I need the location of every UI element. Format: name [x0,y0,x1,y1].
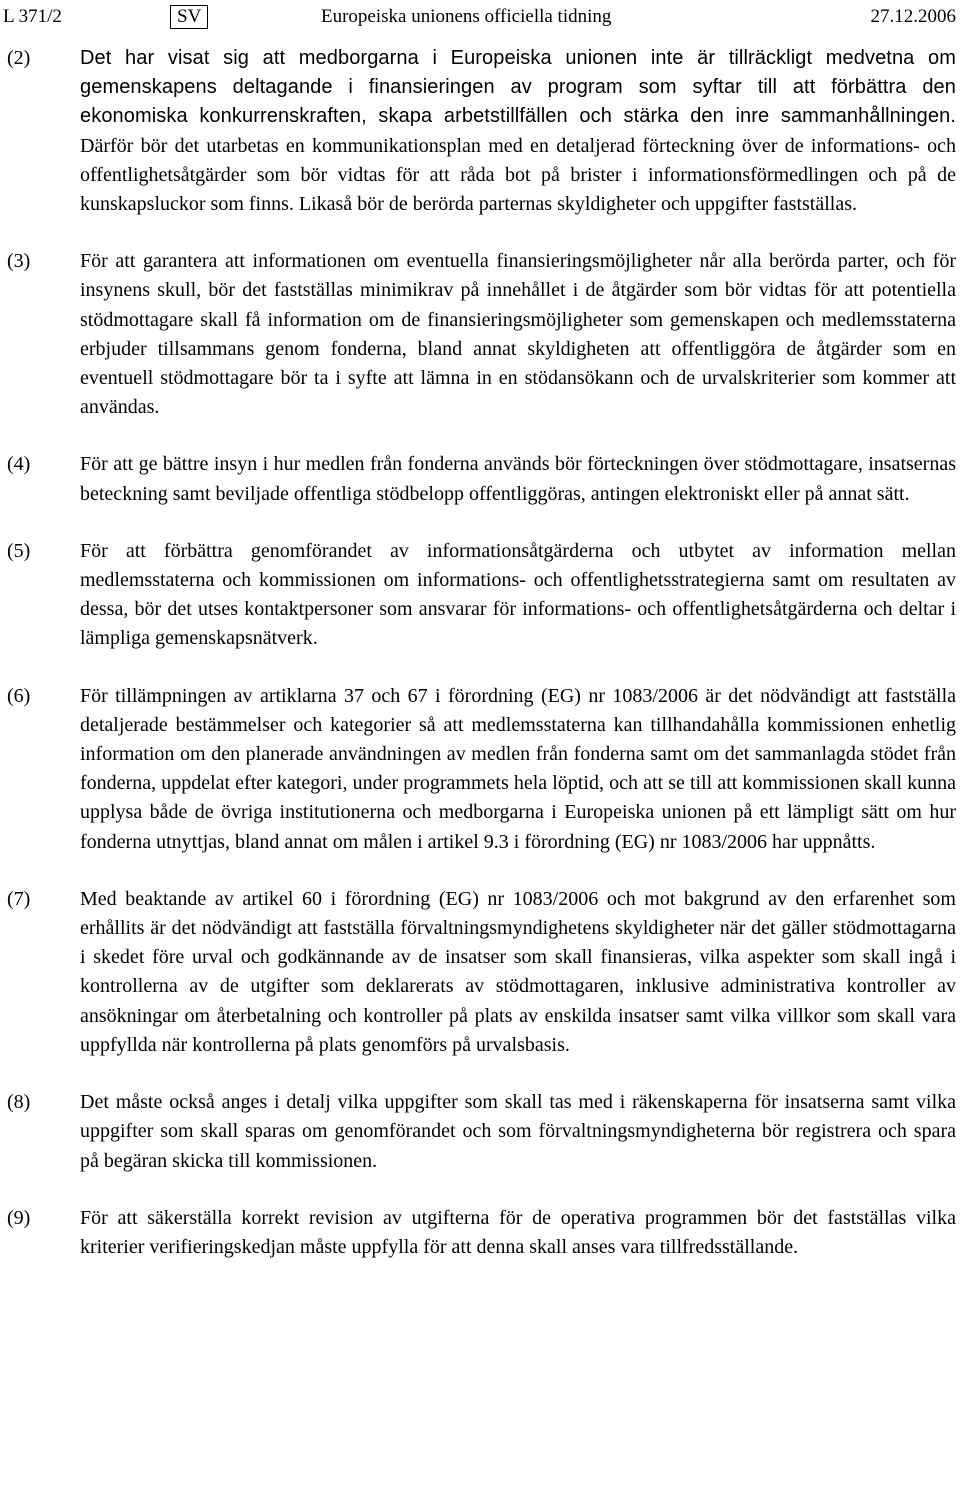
recital-number: (9) [7,1206,31,1229]
recital-text-serif-part: Därför bör det utarbetas en kommunikationsplan med en detaljerad förteckning över de informations- och offentlighetsåtgärder som bör vidtas för att råda bot på brister i informationsförmedlingen och på de kunskapsluckor som finns. Likaså bör de berörda parternas skyldigheter och uppgifter fastställas. [80,134,956,216]
recital-text-sans-part: Det har visat sig att medborgarna i Europeiska unionen inte är tillräckligt medvetna om gemenskapens deltagande i finansieringen av program som syftar till att förbättra den ekonomiska konkurrenskraften, skapa arbetstillfällen och stärka den inre sammanhållningen. [80,47,956,128]
publication-date: 27.12.2006 [870,6,956,27]
recital-text: Det måste också anges i detalj vilka uppgifter som skall tas med i räkenskaperna för insatserna samt vilka uppgifter som skall sparas om genomförandet och som förvaltningsmyndigheterna bör registrera och spara på begäran skicka till kommissionen. [80,1091,956,1172]
recital-8 [0,1088,960,1176]
recital-number: (4) [7,453,31,476]
recital-text [80,44,956,219]
recital-number: (3) [7,250,31,273]
recital-3 [0,247,960,422]
recital-2 [0,44,960,219]
recital-6 [0,682,960,857]
recital-number: (6) [7,684,31,707]
recital-text: För tillämpningen av artiklarna 37 och 67 i förordning (EG) nr 1083/2006 är det nödvändigt att fastställa detaljerade bestämmelser och kategorier så att medlemsstaterna kan tillhandahålla kommissionen enhetlig information om den planerade användningen av medlen från fonderna samt om det sammanlagda stödet från fonderna, uppdelat efter kategori, under programmets hela löptid, och att se till att kommissionen skall kunna upplysa både de övriga institutionerna och medborgarna i Europeiska unionen på ett lämpligt sätt om hur fonderna utnyttjas, bland annat om målen i artikel 9.3 i förordning (EG) nr 1083/2006 har uppnåtts. [80,684,956,853]
recital-text: Med beaktande av artikel 60 i förordning (EG) nr 1083/2006 och mot bakgrund av den erfarenhet som erhållits är det nödvändigt att fastställa förvaltningsmyndighetens skyldigheter när det gäller stödmottagarna i skedet före urval och godkännande av de insatser som skall finansieras, vilka aspekter som skall ingå i kontrollerna av de utgifter som deklarerats av stödmottagaren, inklusive administrativa kontroller av ansökningar om återbetalning och kontroller på plats av enskilda insatser samt vilka villkor som skall vara uppfyllda när kontrollerna på plats genomförs på urvalsbasis. [80,887,956,1056]
recital-4 [0,450,960,508]
page-header [3,4,956,30]
recital-number: (2) [7,47,31,69]
recital-9 [0,1204,960,1262]
language-badge: SV [170,5,208,29]
recital-number: (8) [7,1091,31,1114]
journal-title: Europeiska unionens officiella tidning [321,6,612,27]
document-body [0,44,960,1290]
recital-number: (5) [7,539,31,562]
recital-7 [0,885,960,1060]
page-reference: L 371/2 [3,6,62,27]
recital-text: För att garantera att informationen om eventuella finansieringsmöjligheter når alla berörda parter, och för insynens skull, bör det fastställas minimikrav på innehållet i de åtgärder som bör vidtas för att potentiella stödmottagare skall få information om de finansieringsmöjligheter som gemenskapen och medlemsstaterna erbjuder tillsammans genom fonderna, bland annat skyldigheten att offentliggöra de åtgärder som en eventuell stödmottagare bör ta i syfte att lämna in en stödansökann och de urvalskriterier som kommer att användas. [80,250,956,419]
recital-5 [0,537,960,654]
recital-text: För att förbättra genomförandet av informationsåtgärderna och utbytet av information mellan medlemsstaterna och kommissionen om informations- och offentlighetsstrategierna samt om resultaten av dessa, bör det utses kontaktpersoner som ansvarar för informations- och offentlighetsåtgärderna och deltar i lämpliga gemenskapsnätverk. [80,539,956,650]
recital-text: För att säkerställa korrekt revision av utgifterna för de operativa programmen bör det fastställas vilka kriterier verifieringskedjan måste uppfylla för att denna skall anses vara tillfredsställande. [80,1206,956,1258]
recital-text: För att ge bättre insyn i hur medlen från fonderna används bör förteckningen över stödmottagare, insatsernas beteckning samt beviljade offentliga stödbelopp offentliggöras, antingen elektroniskt eller på annat sätt. [80,453,956,505]
recital-number: (7) [7,887,31,910]
